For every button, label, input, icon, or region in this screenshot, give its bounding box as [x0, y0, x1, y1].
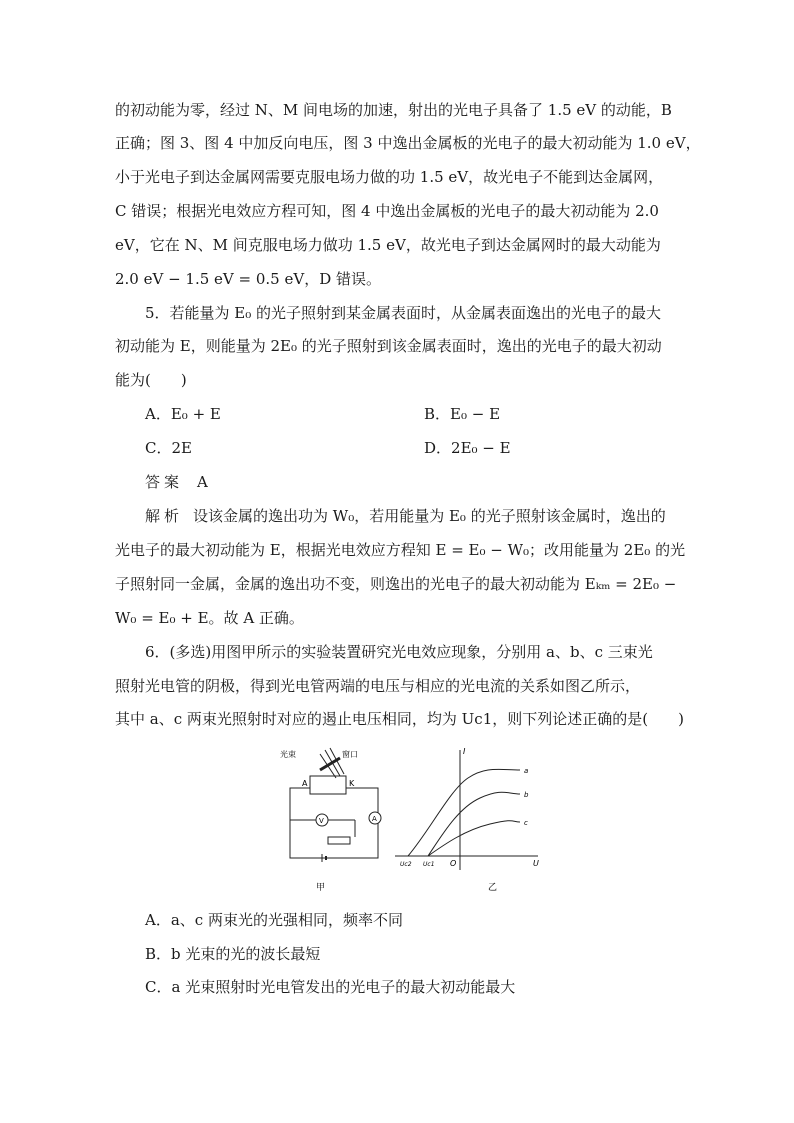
tick-label-uc2: Uc2 [400, 861, 412, 868]
iv-graph [395, 750, 538, 870]
origin-label: O [450, 859, 457, 868]
option-c: C．a 光束照射时光电管发出的光电子的最大初动能最大 [145, 978, 516, 996]
voltmeter-label: V [319, 817, 324, 825]
question-6-stem: 其中 a、c 两束光照射时对应的遏止电压相同，均为 Uc1，则下列论述正确的是( ) [115, 710, 684, 728]
option-a: A．a、c 两束光的光强相同，频率不同 [145, 911, 403, 929]
curve-c [428, 821, 520, 856]
question-5-stem: 能为( ) [115, 371, 187, 389]
analysis-label: 解析 [145, 507, 184, 525]
option-a: A．E₀ + E [145, 405, 221, 423]
answer-value: A [197, 473, 208, 491]
answer-label: 答案 [145, 473, 184, 491]
analysis-text: 光电子的最大初动能为 E，根据光电效应方程知 E = E₀ − W₀；改用能量为 2E₀ 的光 [115, 541, 686, 559]
tick-label-uc1: Uc1 [423, 861, 435, 868]
rheostat [328, 837, 350, 844]
curve-a [408, 769, 520, 856]
text-line: 小于光电子到达金属网需要克服电场力做的功 1.5 eV，故光电子不能到达金属网， [115, 168, 664, 186]
analysis-text: 子照射同一金属，金属的逸出功不变，则逸出的光电子的最大初动能为 Eₖₘ = 2E₀ − [115, 575, 677, 593]
question-6-stem: 照射光电管的阴极，得到光电管两端的电压与相应的光电流的关系如图乙所示， [115, 677, 641, 695]
photocell [310, 776, 346, 794]
ammeter-label: A [372, 815, 377, 823]
window-label: 窗口 [342, 750, 358, 759]
analysis-text: W₀ = E₀ + E。故 A 正确。 [115, 609, 304, 627]
figure-yi-caption: 乙 [488, 883, 498, 893]
axis-label-i: I [463, 747, 466, 756]
option-b: B．b 光束的光的波长最短 [145, 945, 321, 963]
curve-label-a: a [524, 767, 529, 775]
figure-jia-caption: 甲 [316, 883, 326, 893]
analysis-text: 设该金属的逸出功为 W₀，若用能量为 E₀ 的光子照射该金属时，逸出的 [193, 507, 666, 525]
option-c: C．2E [145, 439, 192, 457]
option-d: D．2E₀ − E [424, 439, 511, 457]
text-line: eV，它在 N、M 间克服电场力做功 1.5 eV，故光电子到达金属网时的最大动能为 [115, 236, 661, 254]
circuit-diagram [290, 748, 381, 862]
question-5-stem: 初动能为 E，则能量为 2E₀ 的光子照射到该金属表面时，逸出的光电子的最大初动 [115, 337, 662, 355]
anode-label: A [302, 779, 308, 788]
question-5-stem: 5．若能量为 E₀ 的光子照射到某金属表面时，从金属表面逸出的光电子的最大 [145, 304, 662, 322]
text-line: 正确；图 3、图 4 中加反向电压，图 3 中逸出金属板的光电子的最大初动能为 1.0 eV， [115, 134, 701, 152]
text-line: C 错误；根据光电效应方程可知，图 4 中逸出金属板的光电子的最大初动能为 2.0 [115, 202, 659, 220]
experiment-figure [280, 740, 550, 900]
axis-label-u: U [533, 859, 539, 868]
option-b: B．E₀ − E [424, 405, 501, 423]
text-line: 的初动能为零，经过 N、M 间电场的加速，射出的光电子具备了 1.5 eV 的动能，B [115, 101, 672, 119]
answer-line [145, 472, 208, 492]
beam-label: 光束 [280, 750, 296, 759]
analysis-line [145, 506, 666, 526]
circuit-wire [290, 788, 378, 858]
text-line: 2.0 eV − 1.5 eV = 0.5 eV，D 错误。 [115, 270, 382, 288]
question-6-stem: 6．(多选)用图甲所示的实验装置研究光电效应现象，分别用 a、b、c 三束光 [145, 643, 653, 661]
cathode-label: K [349, 779, 355, 788]
curve-label-b: b [524, 791, 529, 799]
curve-label-c: c [524, 819, 528, 827]
